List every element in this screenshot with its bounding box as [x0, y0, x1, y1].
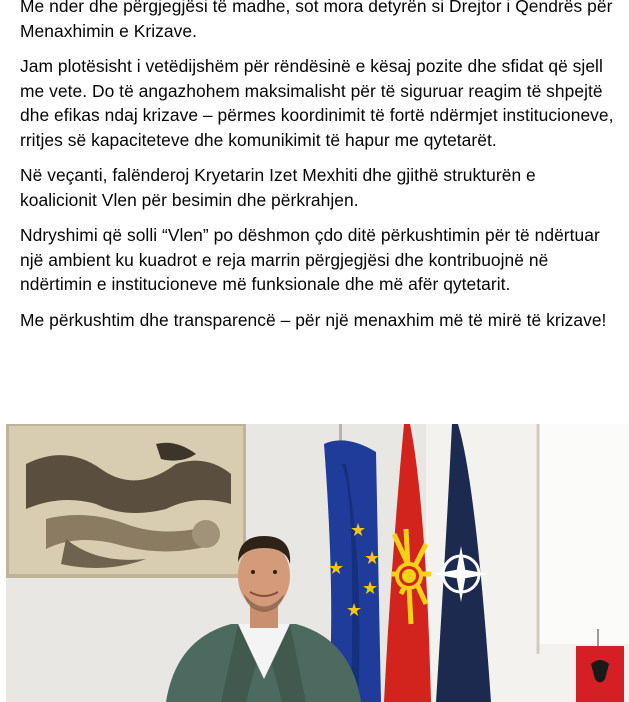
post-photo-image — [6, 424, 629, 702]
svg-text:★: ★ — [328, 558, 345, 579]
window — [536, 424, 629, 644]
svg-text:★: ★ — [346, 600, 363, 621]
post-paragraph-1: Me nder dhe përgjegjësi të madhe, sot mora detyrën si Drejtor i Qendrës për Menaxhimin e Krizave. — [20, 0, 613, 41]
svg-text:★: ★ — [350, 520, 367, 541]
post-paragraph-4: Ndryshimi që solli “Vlen” po dëshmon çdo ditë përkushtimin për të ndërtuar një ambient ku kuadrot e reja marrin përgjegjësi dhe kontribuojnë në ndërtimin e institucioneve më funksionale dhe më afër qytetarit. — [20, 225, 600, 294]
post-paragraph-3: Në veçanti, falënderoj Kryetarin Izet Mexhiti dhe gjithë strukturën e koalicionit Vlen për besimin dhe përkrahjen. — [20, 165, 536, 210]
post-paragraph-2: Jam plotësisht i vetëdijshëm për rëndësinë e kësaj pozite dhe sfidat që sjell me vete. Do të angazhohem maksimalisht për të siguruar reagim të shpejtë dhe efikas ndaj krizave – përmes koordinimit të fortë ndërmjet institucioneve, rritjes së kapaciteteve dhe komunikimit të hapur me qytetarët. — [20, 56, 614, 150]
wall-painting — [6, 424, 246, 578]
post-text — [20, 0, 616, 343]
post-photo[interactable] — [6, 424, 629, 702]
svg-text:★: ★ — [362, 578, 379, 599]
svg-text:★: ★ — [364, 548, 381, 569]
post-paragraph-5: Me përkushtim dhe transparencë – për një menaxhim më të mirë të krizave! — [20, 309, 607, 330]
